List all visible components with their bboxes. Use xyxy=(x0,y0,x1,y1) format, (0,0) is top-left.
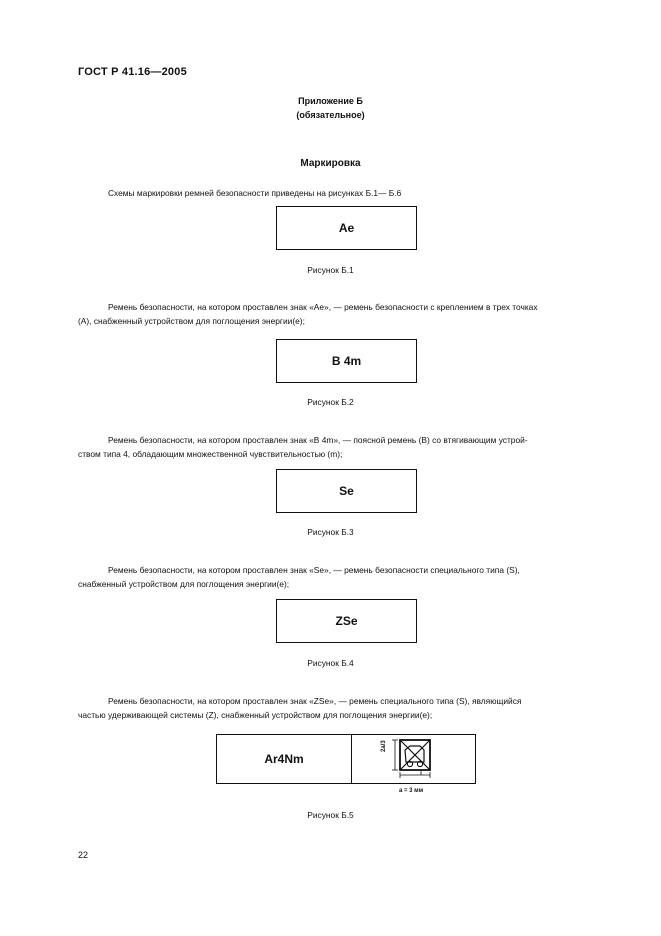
paragraph-ae-line2: (A), снабженный устройством для поглощения энергии(е); xyxy=(78,316,305,326)
intro-paragraph xyxy=(78,186,614,200)
paragraph-b4m-line1: Ремень безопасности, на котором проставлен знак «B 4m», — поясной ремень (B) со втягивающим устрой- xyxy=(108,435,528,445)
figure-b4-mark-box xyxy=(276,599,417,643)
figure-b1-mark-box xyxy=(276,206,417,250)
intro-text: Схемы маркировки ремней безопасности приведены на рисунках Б.1— Б.6 xyxy=(108,188,402,198)
paragraph-b4m-line2: ством типа 4, обладающим множественной чувствительностью (m); xyxy=(78,449,343,459)
figure-b5-mark: Ar4Nm xyxy=(264,752,304,766)
section-title: Маркировка xyxy=(300,158,361,169)
figure-b5-mark-cell xyxy=(217,735,352,783)
appendix-status: (обязательное) xyxy=(296,110,365,120)
paragraph-ae xyxy=(78,300,614,328)
paragraph-zse-line2: частью удерживающей системы (Z), снабженный устройством для поглощения энергии(е); xyxy=(78,710,433,720)
figure-b2-mark-box xyxy=(276,339,417,383)
figure-b2-mark: B 4m xyxy=(331,354,362,368)
figure-b1-caption: Рисунок Б.1 xyxy=(307,265,354,275)
figure-b3-mark: Se xyxy=(339,484,354,498)
paragraph-se-line2: снабженный устройством для поглощения энергии(е); xyxy=(78,579,290,589)
figure-b4-caption: Рисунок Б.4 xyxy=(307,658,354,668)
figure-b3-mark-box xyxy=(276,469,417,513)
paragraph-zse-line1: Ремень безопасности, на котором проставлен знак «ZSe», — ремень специального типа (S), являющийся xyxy=(108,696,522,706)
figure-b5-caption: Рисунок Б.5 xyxy=(307,810,354,820)
document-code: ГОСТ Р 41.16—2005 xyxy=(78,66,187,78)
paragraph-se xyxy=(78,563,614,591)
figure-b4-mark: ZSe xyxy=(335,614,358,628)
child-restraint-symbol xyxy=(384,738,448,780)
page-number: 22 xyxy=(78,850,89,860)
figure-b3-caption: Рисунок Б.3 xyxy=(307,527,354,537)
appendix-title: Приложение Б xyxy=(298,96,363,106)
paragraph-se-line1: Ремень безопасности, на котором проставлен знак «Se», — ремень безопасности специального типа (S), xyxy=(108,565,520,575)
paragraph-b4m xyxy=(78,433,614,461)
paragraph-zse xyxy=(78,694,614,722)
dimension-side-label: 2a/3 xyxy=(381,740,387,752)
paragraph-ae-line1: Ремень безопасности, на котором проставлен знак «Ae», — ремень безопасности с креплением в трех точках xyxy=(108,302,538,312)
dimension-a-label: a = 3 мм xyxy=(399,788,424,794)
figure-b2-caption: Рисунок Б.2 xyxy=(307,397,354,407)
figure-b1-mark: Ae xyxy=(338,221,355,235)
